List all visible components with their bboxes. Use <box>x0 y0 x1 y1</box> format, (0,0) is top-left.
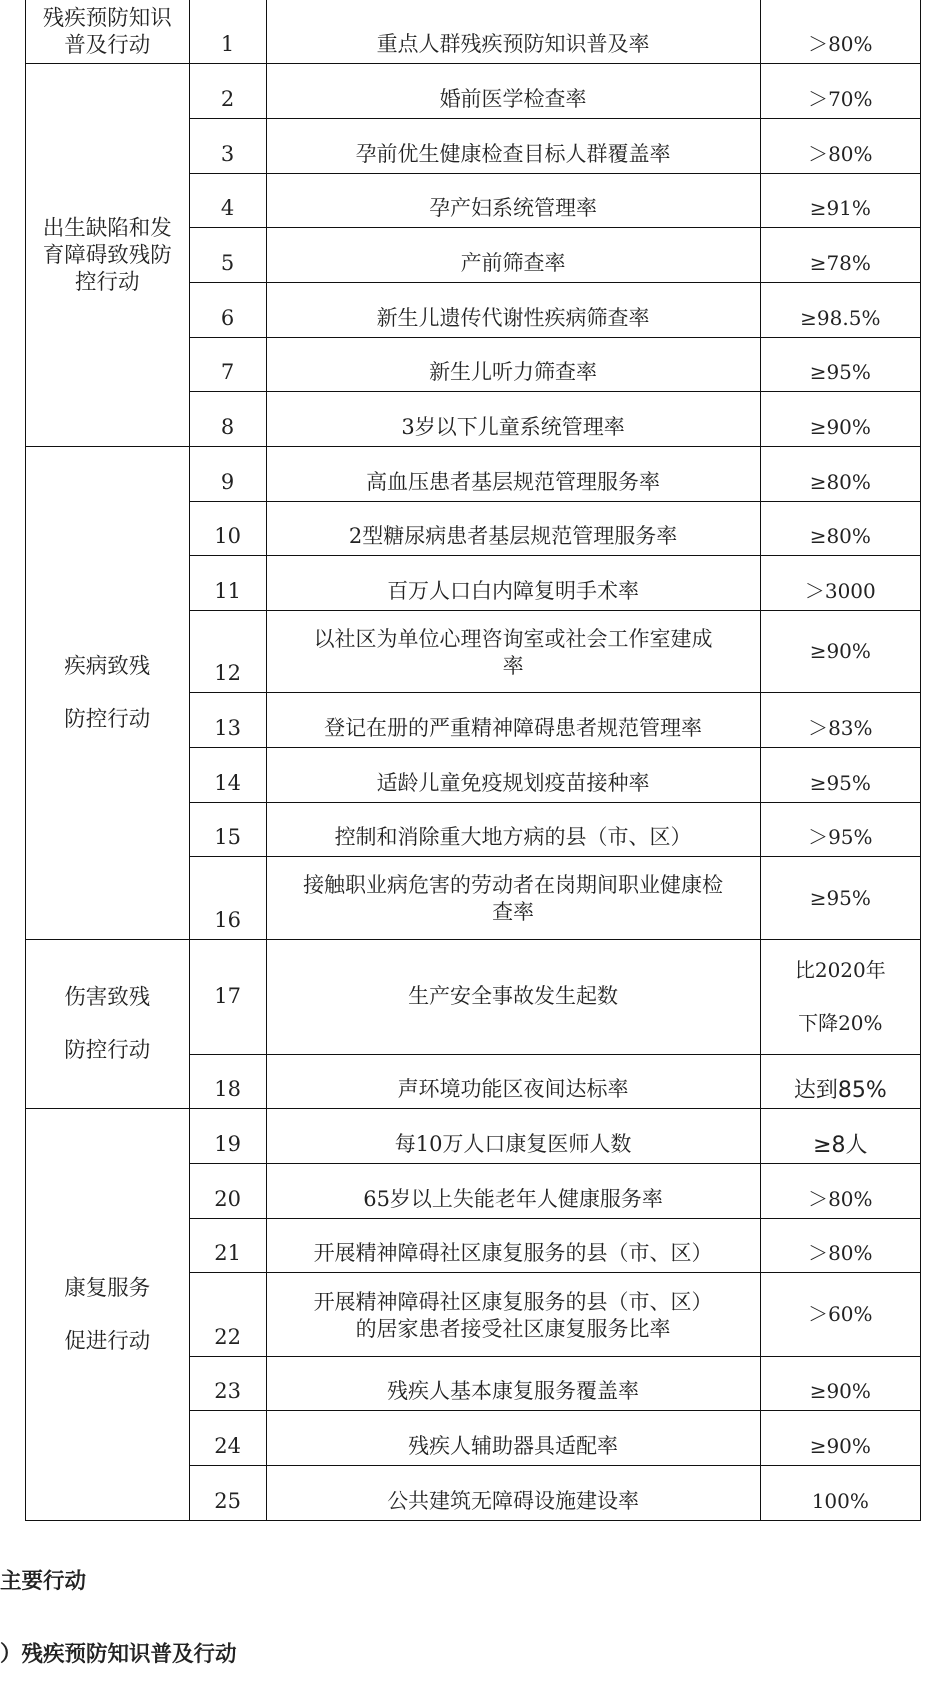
indicator-cell: 每10万人口康复医师人数 <box>266 1109 760 1164</box>
indicator-cell: 接触职业病危害的劳动者在岗期间职业健康检 查率 <box>266 857 760 940</box>
indicator-cell: 残疾人基本康复服务覆盖率 <box>266 1356 760 1411</box>
indicator-cell: 百万人口白内障复明手术率 <box>266 556 760 611</box>
target-cell: ≥98.5% <box>760 282 920 337</box>
indicator-cell: 适龄儿童免疫规划疫苗接种率 <box>266 748 760 803</box>
indicator-cell: 高血压患者基层规范管理服务率 <box>266 446 760 501</box>
target-cell: ＞80% <box>760 0 920 64</box>
target-cell: 达到85% <box>760 1054 920 1109</box>
target-cell: ≥90% <box>760 1411 920 1466</box>
row-number: 8 <box>189 392 266 447</box>
target-cell: ≥90% <box>760 1356 920 1411</box>
target-cell: ≥95% <box>760 748 920 803</box>
group-cell: 康复服务 促进行动 <box>26 1109 190 1521</box>
indicator-cell: 以社区为单位心理咨询室或社会工作室建成 率 <box>266 610 760 693</box>
table-row <box>26 939 921 1054</box>
row-number: 15 <box>189 802 266 857</box>
section-heading: 主要行动 <box>0 1569 87 1594</box>
table-row <box>26 64 921 119</box>
target-cell: ＞60% <box>760 1273 920 1357</box>
target-cell: 100% <box>760 1466 920 1521</box>
table-row <box>26 0 921 64</box>
target-cell: ＞80% <box>760 1218 920 1273</box>
group-cell: 伤害致残 防控行动 <box>26 939 190 1108</box>
row-number: 11 <box>189 556 266 611</box>
indicator-cell: 登记在册的严重精神障碍患者规范管理率 <box>266 693 760 748</box>
target-cell: ＞95% <box>760 802 920 857</box>
row-number: 25 <box>189 1466 266 1521</box>
row-number: 4 <box>189 173 266 228</box>
target-cell: ＞70% <box>760 64 920 119</box>
target-cell: ＞3000 <box>760 556 920 611</box>
target-cell: ＞80% <box>760 1163 920 1218</box>
indicator-cell: 公共建筑无障碍设施建设率 <box>266 1466 760 1521</box>
row-number: 5 <box>189 228 266 283</box>
target-cell: ≥95% <box>760 857 920 940</box>
row-number: 18 <box>189 1054 266 1109</box>
subsection-heading: ）残疾预防知识普及行动 <box>0 1642 237 1667</box>
row-number: 9 <box>189 446 266 501</box>
row-number: 20 <box>189 1163 266 1218</box>
target-cell: ≥80% <box>760 446 920 501</box>
row-number: 2 <box>189 64 266 119</box>
target-cell: ≥90% <box>760 392 920 447</box>
group-cell: 出生缺陷和发 育障碍致残防 控行动 <box>26 64 190 447</box>
row-number: 1 <box>189 0 266 64</box>
target-cell: ≥90% <box>760 610 920 693</box>
indicator-table <box>25 0 921 1521</box>
row-number: 13 <box>189 693 266 748</box>
indicator-cell: 孕产妇系统管理率 <box>266 173 760 228</box>
indicator-cell: 生产安全事故发生起数 <box>266 939 760 1054</box>
target-cell: ≥78% <box>760 228 920 283</box>
row-number: 19 <box>189 1109 266 1164</box>
row-number: 24 <box>189 1411 266 1466</box>
row-number: 21 <box>189 1218 266 1273</box>
group-cell: 残疾预防知识 普及行动 <box>26 0 190 64</box>
table-row <box>26 446 921 501</box>
row-number: 12 <box>189 610 266 693</box>
target-cell: ≥80% <box>760 501 920 556</box>
indicator-cell: 重点人群残疾预防知识普及率 <box>266 0 760 64</box>
row-number: 10 <box>189 501 266 556</box>
row-number: 23 <box>189 1356 266 1411</box>
indicator-cell: 65岁以上失能老年人健康服务率 <box>266 1163 760 1218</box>
indicator-cell: 开展精神障碍社区康复服务的县（市、区） <box>266 1218 760 1273</box>
row-number: 14 <box>189 748 266 803</box>
row-number: 16 <box>189 857 266 940</box>
target-cell: 比2020年 下降20% <box>760 939 920 1054</box>
indicator-cell: 声环境功能区夜间达标率 <box>266 1054 760 1109</box>
target-cell: ＞80% <box>760 118 920 173</box>
target-cell: ≥8人 <box>760 1109 920 1164</box>
indicator-cell: 残疾人辅助器具适配率 <box>266 1411 760 1466</box>
row-number: 17 <box>189 939 266 1054</box>
target-cell: ＞83% <box>760 693 920 748</box>
row-number: 7 <box>189 337 266 392</box>
indicator-cell: 3岁以下儿童系统管理率 <box>266 392 760 447</box>
group-cell: 疾病致残 防控行动 <box>26 446 190 939</box>
indicator-cell: 2型糖尿病患者基层规范管理服务率 <box>266 501 760 556</box>
target-cell: ≥91% <box>760 173 920 228</box>
indicator-cell: 婚前医学检查率 <box>266 64 760 119</box>
row-number: 6 <box>189 282 266 337</box>
indicator-cell: 开展精神障碍社区康复服务的县（市、区） 的居家患者接受社区康复服务比率 <box>266 1273 760 1357</box>
indicator-cell: 孕前优生健康检查目标人群覆盖率 <box>266 118 760 173</box>
row-number: 22 <box>189 1273 266 1357</box>
indicator-cell: 控制和消除重大地方病的县（市、区） <box>266 802 760 857</box>
table-row <box>26 1109 921 1164</box>
indicator-cell: 新生儿遗传代谢性疾病筛查率 <box>266 282 760 337</box>
row-number: 3 <box>189 118 266 173</box>
indicator-cell: 新生儿听力筛查率 <box>266 337 760 392</box>
target-cell: ≥95% <box>760 337 920 392</box>
indicator-cell: 产前筛查率 <box>266 228 760 283</box>
